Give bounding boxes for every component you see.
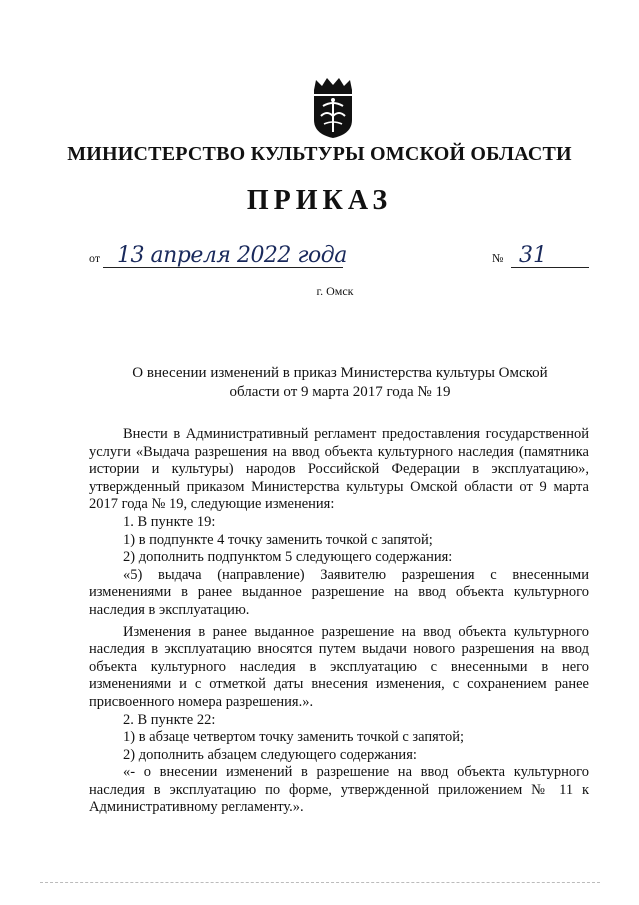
- body-item: 2. В пункте 22:: [123, 711, 216, 728]
- body-item: 2) дополнить подпунктом 5 следующего содержания:: [123, 549, 453, 566]
- page-bottom-rule: [40, 882, 600, 883]
- body-item: 2) дополнить абзацем следующего содержания:: [123, 746, 417, 763]
- date-number-row: [89, 245, 589, 271]
- omsk-coat-of-arms-icon: [306, 76, 360, 140]
- document-subject: О внесении изменений в приказ Министерства культуры Омской области от 9 марта 2017 года № 19: [132, 365, 548, 400]
- body-paragraph: «5) выдача (направление) Заявителю разрешения с внесенными изменениями в ранее выданное разрешение на ввод объекта культурного наследия в эксплуатацию.: [89, 566, 589, 618]
- body-paragraph: Внести в Административный регламент предоставления государственной услуги «Выдача разрешения на ввод объекта культурного наследия (памятника истории и культуры) народов Российской Федерации в эксплуатацию», утвержденный приказом Министерства культуры Омской области от 9 марта 2017 года № 19, следующие изменения:: [89, 426, 589, 513]
- ministry-name: МИНИСТЕРСТВО КУЛЬТУРЫ ОМСКОЙ ОБЛАСТИ: [67, 143, 572, 165]
- date-prefix: от: [89, 251, 101, 265]
- document-type-title: ПРИКАЗ: [246, 185, 393, 216]
- city: г. Омск: [316, 284, 354, 298]
- body-item: 1) в абзаце четвертом точку заменить точкой с запятой;: [123, 729, 465, 746]
- handwritten-date: 13 апреля 2022 года: [117, 243, 347, 268]
- body-paragraph: Изменения в ранее выданное разрешение на ввод объекта культурного наследия в эксплуатацию вносятся путем выдачи нового разрешения на ввод объекта культурного наследия в эксплуатацию с внесенными в него изменениями и с отметкой даты внесения изменения, с сохранением ранее присвоенного номера разрешения.».: [89, 623, 589, 710]
- body-paragraph: «- о внесении изменений в разрешение на ввод объекта культурного наследия в эксплуатацию по форме, утвержденной приложением № 11 к Административному регламенту.».: [89, 764, 589, 816]
- body-item: 1) в подпункте 4 точку заменить точкой с запятой;: [123, 531, 433, 548]
- body-item: 1. В пункте 19:: [123, 513, 216, 530]
- document-body: [89, 426, 589, 817]
- handwritten-number: 31: [519, 243, 547, 268]
- number-prefix: №: [492, 251, 504, 265]
